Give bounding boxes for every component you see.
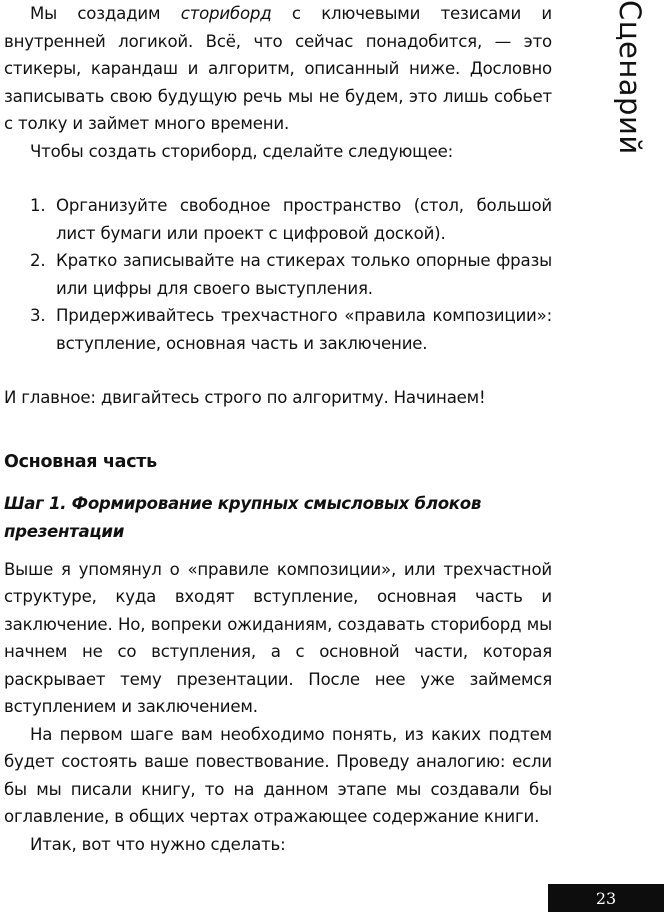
intro-text-start: Мы создадим: [30, 4, 181, 23]
page-content: [4, 0, 552, 858]
list-item: [30, 302, 552, 357]
body-paragraph-1: Выше я упомянул о «правиле композиции», или трехчастной структуре, куда входят вступление, основная часть и заключение. Но, вопреки ожиданиям, создавать сториборд мы начнем не со вступления, а с основной части, которая раскрывает тему презентации. После нее уже займемся вступлением и заключением.: [4, 559, 552, 716]
chapter-side-title-text: Сценарий: [613, 0, 647, 155]
instruction-paragraph: Чтобы создать сториборд, сделайте следующее:: [30, 141, 454, 161]
list-item-number: 1.: [30, 196, 46, 215]
body-paragraph-2: На первом шаге вам необходимо понять, из каких подтем будет состоять ваше повествование. Проведу аналогию: если бы мы писали книгу, то на данном этапе мы создавали бы оглавление, в общих чертах отражающее содержание книги.: [4, 724, 552, 826]
step-heading: Шаг 1. Формирование крупных смысловых блоков презентации: [4, 493, 482, 541]
list-item-text: Кратко записывайте на стикерах только опорные фразы или цифры для своего выступления.: [56, 251, 552, 298]
list-item-text: Придерживайтесь трехчастного «правила композиции»: вступление, основная часть и заключение.: [56, 306, 552, 353]
body-paragraph-3: Итак, вот что нужно сделать:: [30, 834, 286, 854]
steps-list: [4, 192, 552, 357]
intro-paragraph: [4, 0, 552, 138]
page-number-badge: [548, 884, 664, 912]
storyboard-term: сториборд: [180, 4, 272, 23]
list-item: [30, 192, 552, 247]
main-point-line: И главное: двигайтесь строго по алгоритму. Начинаем!: [4, 388, 486, 407]
list-item: [30, 247, 552, 302]
section-heading: Основная часть: [4, 451, 157, 472]
chapter-side-title: [610, 0, 650, 155]
list-item-number: 3.: [30, 306, 46, 325]
intro-text-rest: с ключевыми тезисами и внутренней логикой. Всё, что сейчас понадобится, — это стикеры, карандаш и алгоритм, описанный ниже. Дословно записывать свою будущую речь мы не будем, это лишь собьет с толку и займет много времени.: [4, 4, 553, 133]
page-number: 23: [595, 888, 617, 908]
list-item-number: 2.: [30, 251, 46, 270]
list-item-text: Организуйте свободное пространство (стол, большой лист бумаги или проект с цифровой доской).: [56, 196, 552, 243]
